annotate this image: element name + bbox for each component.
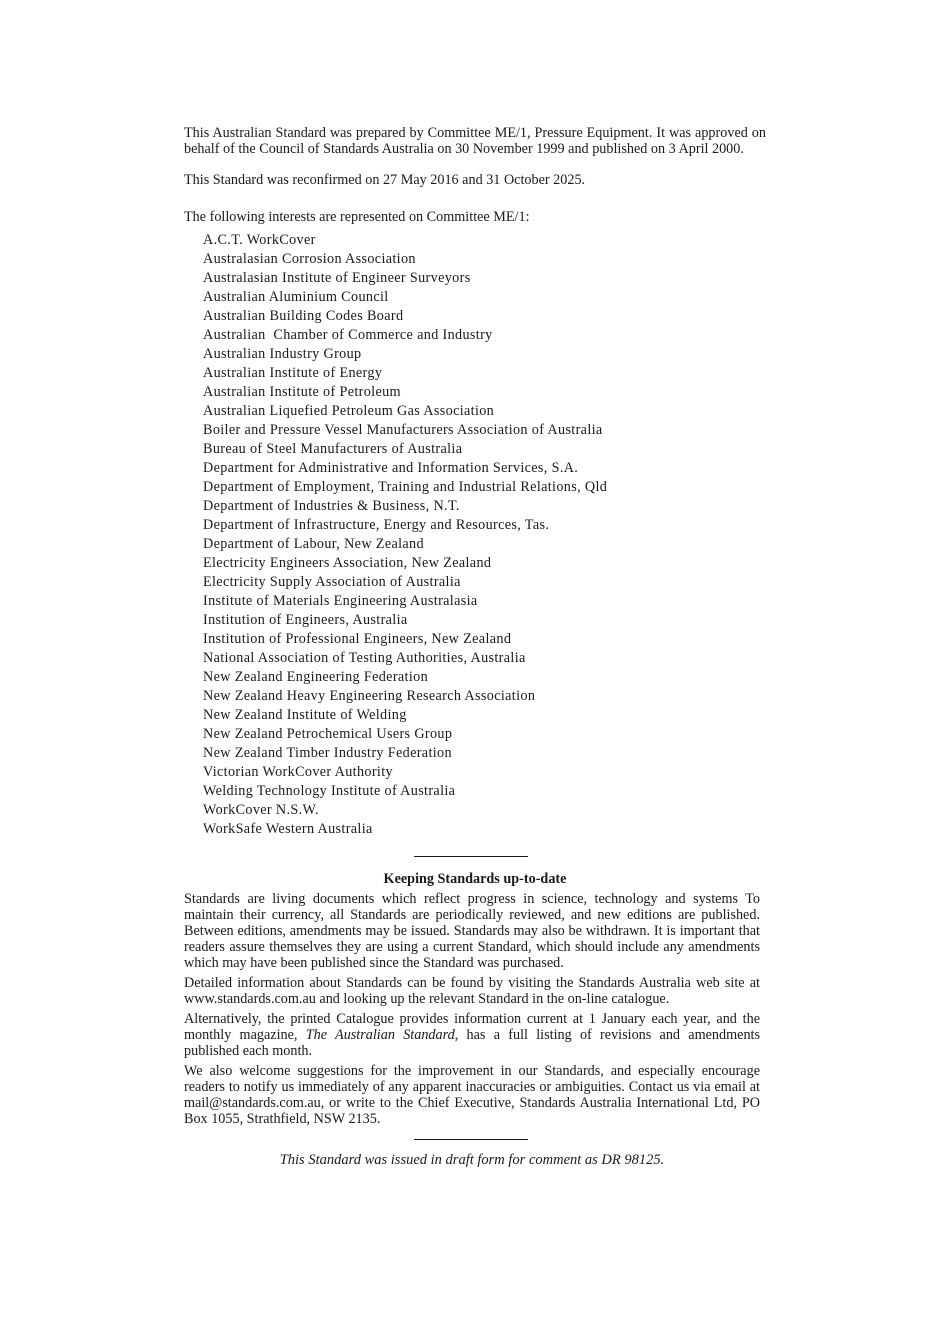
member-item: Australian Institute of Petroleum: [203, 384, 401, 400]
member-item: WorkSafe Western Australia: [203, 821, 373, 837]
keeping-standards-heading: Keeping Standards up-to-date: [383, 871, 567, 887]
member-item: New Zealand Institute of Welding: [203, 707, 407, 723]
interests-heading: The following interests are represented on Committee ME/1:: [184, 209, 530, 225]
member-item: Australian Building Codes Board: [203, 308, 404, 324]
keeping-paragraph-3-tail: , has a full listing of revisions and amendments published each month.: [184, 1027, 760, 1059]
member-item: Australian Industry Group: [203, 346, 362, 362]
keeping-paragraph-3-lead: Alternatively, the printed Catalogue provides information current at 1 January each year, and the monthly magazine,: [184, 1011, 760, 1043]
member-item: New Zealand Petrochemical Users Group: [203, 726, 453, 742]
section-divider: [414, 856, 528, 857]
member-item: WorkCover N.S.W.: [203, 802, 319, 818]
magazine-title: The Australian Standard: [305, 1027, 455, 1043]
member-item: Department of Employment, Training and Industrial Relations, Qld: [203, 479, 608, 495]
reconfirmed-statement: This Standard was reconfirmed on 27 May 2016 and 31 October 2025.: [184, 172, 586, 188]
member-item: Australian Chamber of Commerce and Industry: [203, 327, 493, 343]
member-item: National Association of Testing Authorities, Australia: [203, 650, 526, 666]
member-item: A.C.T. WorkCover: [203, 232, 316, 248]
member-item: Victorian WorkCover Authority: [203, 764, 393, 780]
member-item: Australasian Corrosion Association: [203, 251, 416, 267]
member-item: Australian Aluminium Council: [203, 289, 389, 305]
member-item: Department of Labour, New Zealand: [203, 536, 424, 552]
draft-comment-note: This Standard was issued in draft form for comment as DR 98125.: [279, 1152, 665, 1168]
member-item: Australian Institute of Energy: [203, 365, 383, 381]
member-item: Department for Administrative and Information Services, S.A.: [203, 460, 579, 476]
member-item: Institution of Professional Engineers, New Zealand: [203, 631, 512, 647]
member-item: New Zealand Timber Industry Federation: [203, 745, 452, 761]
member-item: Electricity Engineers Association, New Zealand: [203, 555, 492, 571]
member-item: Australasian Institute of Engineer Surveyors: [203, 270, 471, 286]
member-item: Australian Liquefied Petroleum Gas Association: [203, 403, 495, 419]
member-item: Institution of Engineers, Australia: [203, 612, 408, 628]
member-item: Department of Industries & Business, N.T.: [203, 498, 460, 514]
keeping-paragraph-4: We also welcome suggestions for the improvement in our Standards, and especially encourage readers to notify us immediately of any apparent inaccuracies or ambiguities. Contact us via email at mail@standards.com.au, or write to the Chief Executive, Standards Australia International Ltd, PO Box 1055, Strathfield, NSW 2135.: [184, 1063, 760, 1127]
prepared-statement: This Australian Standard was prepared by Committee ME/1, Pressure Equipment. It was approved on behalf of the Council of Standards Australia on 30 November 1999 and published on 3 April 2000.: [184, 125, 766, 157]
footer-divider: [414, 1139, 528, 1140]
member-item: Boiler and Pressure Vessel Manufacturers Association of Australia: [203, 422, 603, 438]
keeping-paragraph-2: Detailed information about Standards can be found by visiting the Standards Australia web site at www.standards.com.au and looking up the relevant Standard in the on-line catalogue.: [184, 975, 760, 1007]
member-item: Department of Infrastructure, Energy and Resources, Tas.: [203, 517, 550, 533]
committee-member-list: [184, 231, 766, 839]
member-item: New Zealand Heavy Engineering Research Association: [203, 688, 536, 704]
member-item: New Zealand Engineering Federation: [203, 669, 429, 685]
member-item: Electricity Supply Association of Australia: [203, 574, 461, 590]
member-item: Bureau of Steel Manufacturers of Australia: [203, 441, 463, 457]
keeping-paragraph-3: [184, 1011, 760, 1059]
document-page: [184, 125, 766, 1168]
member-item: Welding Technology Institute of Australia: [203, 783, 456, 799]
keeping-paragraph-1: Standards are living documents which reflect progress in science, technology and systems To maintain their currency, all Standards are periodically reviewed, and new editions are published. Between editions, amendments may be issued. Standards may also be withdrawn. It is important that readers assure themselves they are using a current Standard, which should include any amendments which may have been published since the Standard was purchased.: [184, 891, 760, 971]
member-item: Institute of Materials Engineering Australasia: [203, 593, 478, 609]
